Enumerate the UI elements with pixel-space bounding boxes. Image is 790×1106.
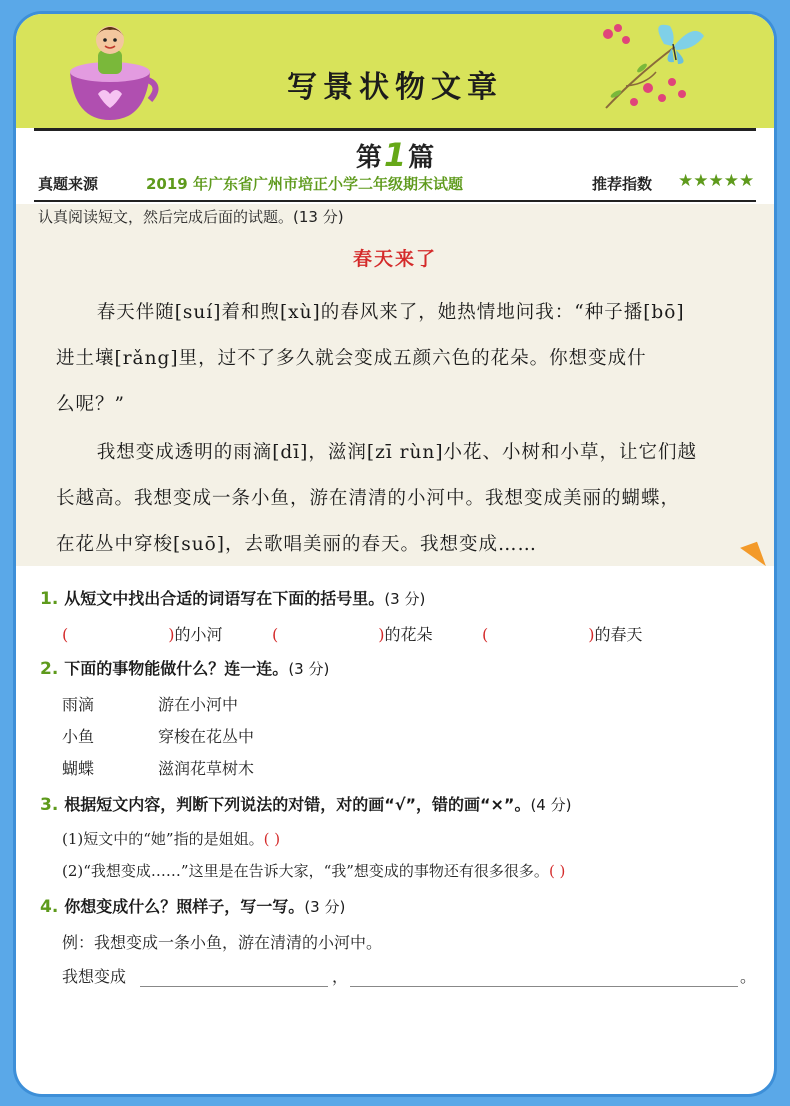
- q3-item-2: [62, 860, 565, 881]
- q3-answer-blank[interactable]: ( ): [263, 830, 281, 848]
- question-points: (4 分): [530, 796, 572, 814]
- q3-statement: (2)“我想变成……”这里是在告诉大家，“我”想变成的事物还有很多很多。: [62, 862, 549, 880]
- q1-item: 的春天: [594, 625, 643, 644]
- reading-instruction: 认真阅读短文，然后完成后面的试题。(13 分): [38, 208, 344, 226]
- q2-right-item[interactable]: 滋润花草树木: [158, 759, 255, 778]
- q2-right-item[interactable]: 穿梭在花丛中: [158, 727, 255, 746]
- q1-item: 的小河: [174, 625, 223, 644]
- source-label: 真题来源: [38, 175, 99, 193]
- close-paren: ): [168, 625, 175, 644]
- question-number: 4.: [40, 897, 59, 917]
- story-title: 春天来了: [352, 248, 437, 270]
- section-title: 写景状物文章: [287, 70, 503, 105]
- question-text: 你想变成什么？照样子，写一写。: [64, 897, 305, 916]
- q4-period: 。: [740, 967, 757, 986]
- q2-right-item[interactable]: 游在小河中: [158, 695, 239, 714]
- question-points: (3 分): [304, 898, 346, 916]
- piece-heading: [16, 136, 774, 174]
- open-paren: (: [482, 625, 489, 644]
- q4-comma: ，: [332, 967, 349, 986]
- divider-top: [34, 128, 756, 131]
- question-1: [40, 586, 425, 609]
- q2-left-item[interactable]: 蝴蝶: [62, 759, 95, 778]
- q4-example: 例：我想变成一条小鱼，游在清清的小河中。: [62, 933, 383, 952]
- close-paren: ): [588, 625, 595, 644]
- question-number: 3.: [40, 795, 59, 815]
- question-text: 从短文中找出合适的词语写在下面的括号里。: [64, 589, 385, 608]
- rating-stars: ★★★★★: [678, 171, 755, 191]
- question-3: [40, 792, 571, 815]
- open-paren: (: [62, 625, 69, 644]
- story-line: 长越高。我想变成一条小鱼，游在清清的小河中。我想变成美丽的蝴蝶，: [56, 488, 681, 509]
- question-number: 2.: [40, 659, 59, 679]
- q3-item-1: [62, 828, 280, 849]
- question-points: (3 分): [288, 660, 330, 678]
- open-paren: (: [272, 625, 279, 644]
- story-line: 进土壤[rǎng]里，过不了多久就会变成五颜六色的花朵。你想变成什: [56, 348, 647, 369]
- question-text: 根据短文内容，判断下列说法的对错，对的画“√”，错的画“×”。: [64, 795, 531, 814]
- piece-suffix: 篇: [408, 143, 435, 173]
- question-text: 下面的事物能做什么？连一连。: [64, 659, 289, 678]
- q3-statement: (1)短文中的“她”指的是姐姐。: [62, 830, 264, 848]
- q4-answer-line-1[interactable]: [140, 986, 328, 987]
- q1-blank-3[interactable]: [482, 622, 643, 645]
- story-paragraph-2: [56, 430, 746, 568]
- q1-blank-1[interactable]: [62, 622, 223, 645]
- story-line: 么呢？”: [56, 394, 125, 415]
- worksheet-page: [16, 14, 774, 1094]
- q2-left-item[interactable]: 小鱼: [62, 727, 95, 746]
- source-value: 2019 年广东省广州市培正小学二年级期末试题: [146, 175, 463, 193]
- story-line: 在花丛中穿梭[suō]，去歌唱美丽的春天。我想变成……: [56, 534, 537, 555]
- q3-answer-blank[interactable]: ( ): [548, 862, 566, 880]
- rating-label: 推荐指数: [592, 175, 653, 193]
- question-4: [40, 894, 345, 917]
- source-row: [38, 173, 754, 197]
- story-line: 春天伴随[suí]着和煦[xù]的春风来了，她热情地问我：“种子播[bō]: [96, 302, 685, 323]
- question-points: (3 分): [384, 590, 426, 608]
- q2-left-item[interactable]: 雨滴: [62, 695, 95, 714]
- divider-mid: [34, 200, 756, 202]
- q1-item: 的花朵: [384, 625, 433, 644]
- question-2: [40, 656, 329, 679]
- q1-blank-2[interactable]: [272, 622, 433, 645]
- piece-prefix: 第: [355, 143, 382, 173]
- question-number: 1.: [40, 589, 59, 609]
- q4-answer-line-2[interactable]: [350, 986, 738, 987]
- piece-number: 1: [383, 136, 407, 174]
- story-line: 我想变成透明的雨滴[dī]，滋润[zī rùn]小花、小树和小草，让它们越: [96, 442, 698, 463]
- story-paragraph-1: [56, 290, 746, 428]
- q4-prompt: 我想变成: [62, 967, 127, 986]
- close-paren: ): [378, 625, 385, 644]
